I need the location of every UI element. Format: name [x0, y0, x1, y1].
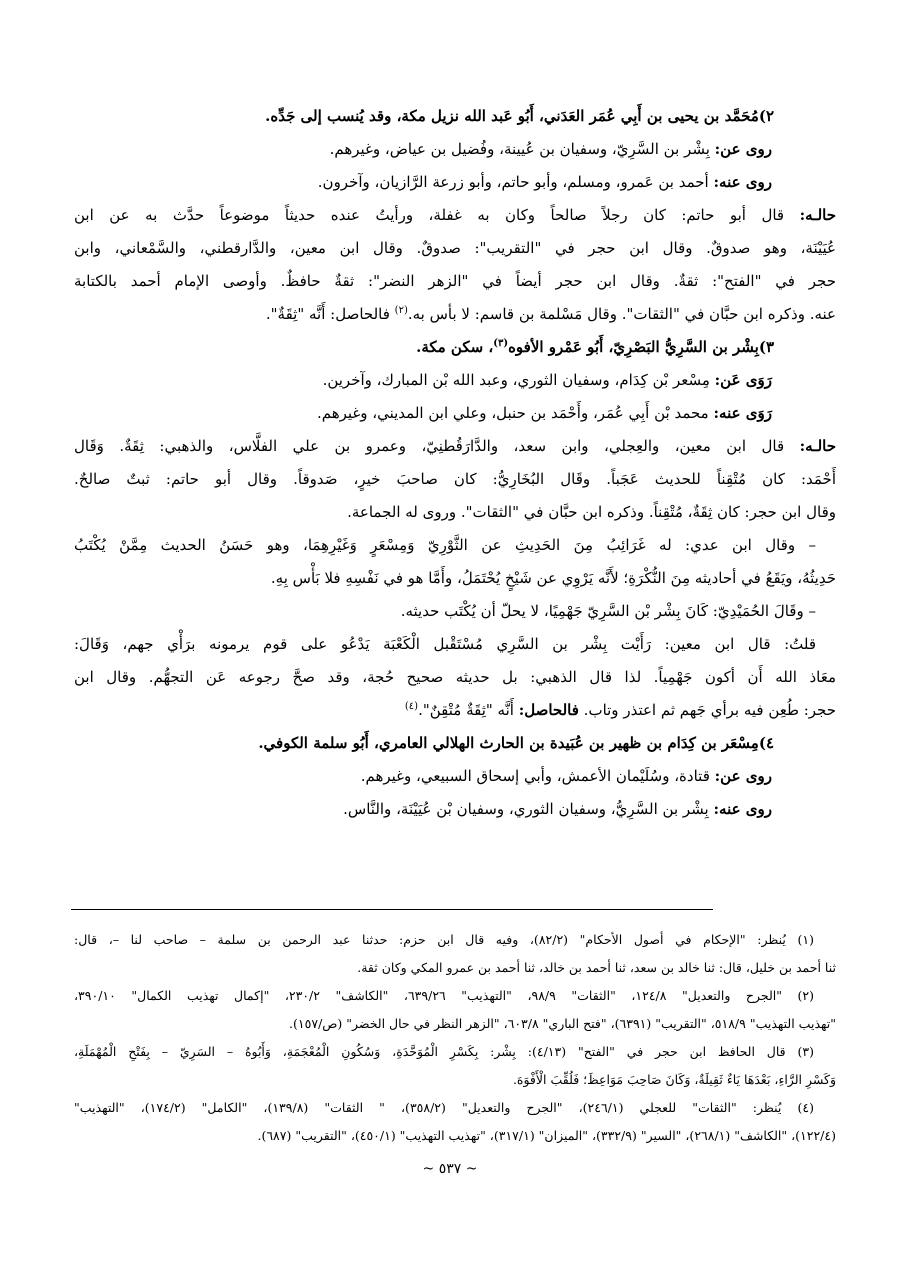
- footnotes: [74, 926, 836, 1150]
- rawa-anhu-text: أحمد بن عَمرو، ومسلم، وأبو حاتم، وأبو زرعة الرَّازيان، وآخرون.: [317, 173, 714, 191]
- entry-3-humaydi: – وقَالَ الحُمَيْدِيّ: كَانَ بِشْر بْن السَّرِيّ جَهْمِيًا، لا يحلّ أن يُكْتَب حديثه.: [400, 602, 816, 620]
- hal-text-1: قال أبو حاتم: كان رجلاً صالحاً وكان به غفلة، ورأيتُ عنده حديثاً موضوعاً حدَّث به عن ابن: [74, 206, 800, 224]
- entry-4-title: ٤)مِسْعَر بن كِدَام بن ظهير بن عُبَيدة بن الحارث الهلالي العامري، أَبُو سلمة الكوفي.: [258, 734, 774, 752]
- entry-3-qultu-line-3: [74, 694, 836, 727]
- entry-3-title: [74, 331, 836, 364]
- hal-text-4a: عنه. وذكره ابن حبَّان في "الثقات". وقال مَسْلمة بن قاسم: لا بأس به.: [407, 305, 836, 323]
- rawa-anhu-text: محمد بْن أَبِي عُمَر، وأَحْمَد بن حنبل، وعلي ابن المديني، وغيرهم.: [316, 404, 714, 422]
- rawa-an-label: رَوَى عَن:: [714, 371, 772, 389]
- footnote-ref-2[interactable]: (٢): [394, 305, 408, 316]
- footnote-4-line-2: (١٢٢/٤)، "الكاشف" (٢٦٨/١)، "السير" (٣٣٢/٩)، "الميزان" (٣١٧/١)، "تهذيب التهذيب" (٤٥٠/١)، "التقريب" (٦٨٧).: [257, 1128, 836, 1143]
- rawa-an-text: قتادة، وسُلَيْمان الأعمش، وأبي إسحاق السبيعي، وغيرهم.: [360, 767, 715, 785]
- footnote-2-line-2: "تهذيب التهذيب" ٥١٨/٩، "التقريب" (٦٣٩١)، "فتح الباري" ٦٠٣/٨، "الزهر النظر في حال الخضر" (ص/١٥٧).: [289, 1016, 836, 1031]
- entry-2-rawa-an: [74, 133, 836, 166]
- entry-3-hal-line-1: [74, 430, 836, 463]
- entry-2-hal-line-2: عُيَيْنَة، وهو صدوقٌ. وقال ابن حجر في "التقريب": صدوقٌ. وقال ابن معين، والدَّارقطني، والسَّمْعاني، وابن: [74, 239, 836, 257]
- entry-3-ibn-adi-line-1: – وقال ابن عدي: له غَرَائِبُ مِنَ الحَدِيثِ عن الثَّوْرِيّ وَمِسْعَرٍ وَغَيْرِهِمَا، وهو حَسَنُ الحديث مِمَّنْ يُكْتَبُ: [74, 536, 816, 554]
- rawa-an-label: روى عن:: [714, 140, 772, 158]
- hal-label: حالـه:: [799, 437, 836, 455]
- entry-3-hal-line-3: وقال ابن حجر: كان ثِقَةٌ، مُتْقِناً. وذكره ابن حبَّان في "الثقات". وروى له الجماعة.: [347, 503, 836, 521]
- rawa-an-text: مِسْعر بْن كِدَام، وسفيان الثوري، وعبد الله بْن المبارك، وآخرين.: [322, 371, 715, 389]
- qultu-text-3b: أَنَّه "ثِقَةٌ مُتْقِنٌ".: [418, 701, 519, 719]
- entry-3-qultu-line-2: معَاذ الله أَن أكون جَهْمِياً. لذا قال الذهبي: بل حديثه صحيح حُجة، وقد صحَّ رجوعه عَن التجهُّم. وقال ابن: [74, 668, 836, 686]
- footnote-3-line-2: وَكَسْرِ الرَّاءِ، بَعْدَهَا يَاءٌ ثَقِيلَةٌ، وَكَانَ صَاحِبَ مَوَاعِظَ؛ فَلُقِّبَ الْأَفْوَهَ.: [512, 1072, 836, 1087]
- footnote-2-line-1: (٢) "الجرح والتعديل" ١٢٤/٨، "الثقات" ٩٨/٩، "التهذيب" ٦٣٩/٢٦، "الكاشف" ٢٣٠/٢، "إكمال تهذيب الكمال" ٣٩٠/١٠،: [74, 988, 814, 1003]
- entry-3-title-end: ، سكن مكة.: [416, 338, 494, 356]
- entry-3-rawa-anhu: [74, 397, 836, 430]
- rawa-anhu-label: رَوَى عنه:: [713, 404, 772, 422]
- rawa-anhu-text: بِشْر بن السَّرِيُّ، وسفيان الثوري، وسفيان بْن عُيَيْنَة، والنَّاس.: [343, 800, 714, 818]
- rawa-an-text: بِشْر بن السَّرِيّ، وسفيان بن عُيينة، وفُضيل بن عياض، وغيرهم.: [329, 140, 715, 158]
- footnote-ref-3[interactable]: (٣): [493, 338, 509, 349]
- rawa-anhu-label: روى عنه:: [713, 173, 772, 191]
- entry-3-ibn-adi-line-2: حَدِيثُهُ، ويَقَعُ في أحاديثه مِنَ النُّكْرَةِ؛ لأَنَّه يَرْوِي عن شَيْخٍ يُحْتَمَلُ، وأَمَّا هو في نَفْسِهِ فلا بَأْس بِهِ.: [270, 569, 836, 587]
- page-number: ~ ٥٣٧ ~: [422, 1161, 478, 1177]
- rawa-anhu-label: روى عنه:: [713, 800, 772, 818]
- entry-3-qultu-line-1: قلتُ: قال ابن معين: رَأَيْت بِشْر بن السَّرِي مُسْتَقْبل الْكَعْبَة يَدْعُو على قوم يرمونه برَأْي جهم، وَقَالَ:: [74, 635, 816, 653]
- entry-2-hal-line-1: [74, 199, 836, 232]
- entry-3-rawa-an: [74, 364, 836, 397]
- footnote-separator: [71, 909, 713, 910]
- hal-text-1: قال ابن معين، والعِجلي، وابن سعد، والدَّارَقُطنِيّ، وعمرو بن علي الفلَّاس، والذهبي: ثِقَةٌ. وَقَال: [74, 437, 800, 455]
- entry-4-rawa-anhu: [74, 793, 836, 826]
- main-text: [74, 100, 836, 826]
- footnote-ref-4[interactable]: (٤): [404, 701, 419, 712]
- footnote-1-line-2: ثنا أحمد بن خليل، قال: ثنا خالد بن سعد، ثنا أحمد بن خالد، ثنا أحمد بن عمرو المكي وكان ثقة.: [357, 960, 836, 975]
- qultu-text-3a: حجر: طُعِن فيه برأي جَهم ثم اعتذر وتاب.: [578, 701, 836, 719]
- entry-4-rawa-an: [74, 760, 836, 793]
- footnote-4-line-1: (٤) يُنظر: "الثقات" للعجلي (٢٤٦/١)، "الجرح والتعديل" (٣٥٨/٢)، " الثقات" (١٣٩/٨)، "الكامل" (١٧٤/٢)، "التهذيب": [74, 1100, 814, 1115]
- hasil-label: فالحاصل:: [518, 701, 579, 719]
- footnote-1-line-1: (١) يُنظر: "الإحكام في أصول الأحكام" (٨٢/٢)، وفيه قال ابن حزم: حدثنا عبد الرحمن بن سلمة – صاحب لنا –، قال:: [74, 932, 814, 947]
- entry-2-hal-line-4: [74, 298, 836, 331]
- hal-label: حالـه:: [799, 206, 836, 224]
- rawa-an-label: روى عن:: [714, 767, 772, 785]
- entry-3-title-text: ٣)بِشْر بن السَّرِيُّ البَصْرِيّ، أَبُو عَمْرو الأفوه: [508, 338, 774, 356]
- entry-3-hal-line-2: أَحْمَد: كان مُتْقِناً للحديث عَجَباً. وقَال البُخَارِيُّ: كان صاحبَ خيرٍ، صَدوقاً. وقال أبو حاتم: ثبتٌ صالحٌ.: [74, 470, 836, 488]
- entry-2-rawa-anhu: [74, 166, 836, 199]
- entry-2-title: ٢)مُحَمَّد بن يحيى بن أَبِي عُمَر العَدَني، أَبُو عَبد الله نزيل مكة، وقد يُنسب إلى جَدِّه.: [265, 107, 774, 125]
- entry-2-hal-line-3: حجر في "الفتح": ثقةٌ. وقال ابن حجر أيضاً في "الزهر النضر": ثقةٌ حافظٌ. وأوصى الإمام أحمد بالكتابة: [74, 272, 836, 290]
- hal-text-4b: فالحاصل: أَنَّه "ثِقَةٌ".: [265, 305, 395, 323]
- footnote-3-line-1: (٣) قال الحافظ ابن حجر في "الفتح" (٤/١٣): بِشْر: بِكَسْرِ الْمُوَحَّدَةِ، وَسُكُونِ الْمُعْجَمَةِ، وَأَبُوهُ – السَرِيّ – بِفَتْحِ الْمُهْمَلَةِ،: [74, 1044, 814, 1059]
